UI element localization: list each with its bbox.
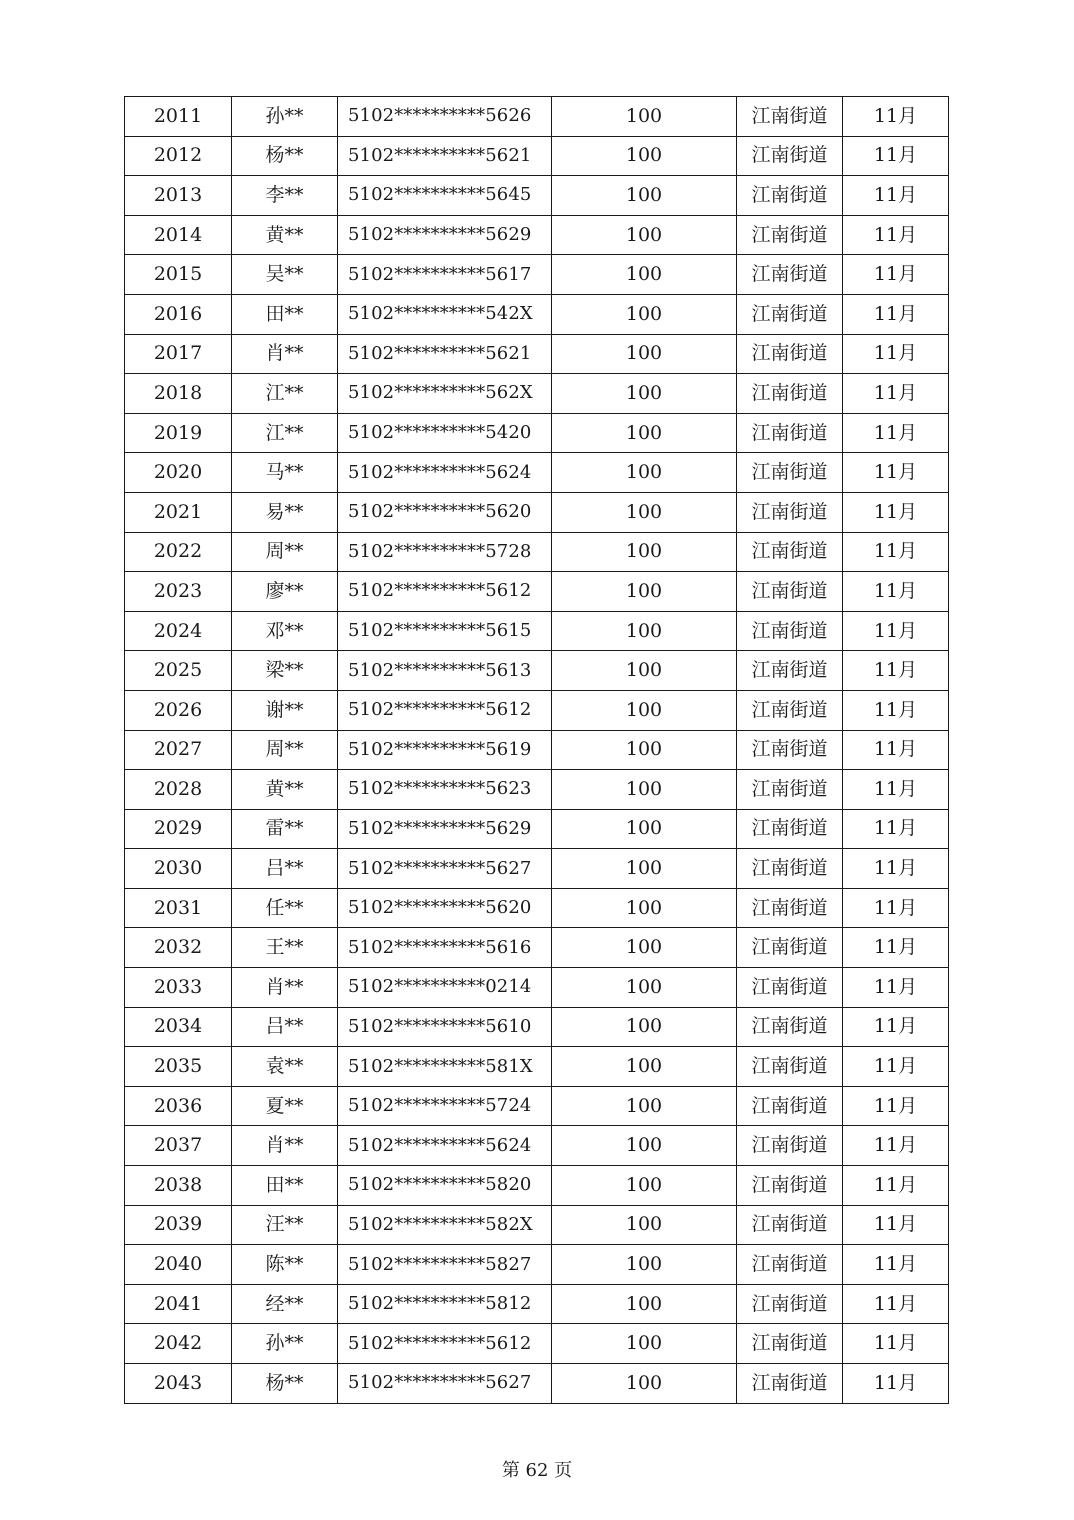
id-number-cell: 5102**********5420 bbox=[338, 413, 552, 453]
street-cell: 江南街道 bbox=[737, 532, 843, 572]
name-cell: 吴** bbox=[232, 255, 338, 295]
amount-cell: 100 bbox=[552, 1086, 737, 1126]
serial-cell: 2032 bbox=[125, 928, 232, 968]
serial-cell: 2011 bbox=[125, 97, 232, 137]
id-number-cell: 5102**********5620 bbox=[338, 492, 552, 532]
street-cell: 江南街道 bbox=[737, 215, 843, 255]
month-cell: 11月 bbox=[843, 1126, 949, 1166]
table-row bbox=[125, 1245, 949, 1285]
name-cell: 雷** bbox=[232, 809, 338, 849]
table-row bbox=[125, 1324, 949, 1364]
name-cell: 易** bbox=[232, 492, 338, 532]
amount-cell: 100 bbox=[552, 572, 737, 612]
amount-cell: 100 bbox=[552, 690, 737, 730]
table-row bbox=[125, 1364, 949, 1404]
street-cell: 江南街道 bbox=[737, 255, 843, 295]
street-cell: 江南街道 bbox=[737, 888, 843, 928]
street-cell: 江南街道 bbox=[737, 492, 843, 532]
id-number-cell: 5102**********5612 bbox=[338, 690, 552, 730]
month-cell: 11月 bbox=[843, 572, 949, 612]
id-number-cell: 5102**********5629 bbox=[338, 215, 552, 255]
table-row bbox=[125, 532, 949, 572]
street-cell: 江南街道 bbox=[737, 611, 843, 651]
month-cell: 11月 bbox=[843, 255, 949, 295]
table-row bbox=[125, 1086, 949, 1126]
serial-cell: 2036 bbox=[125, 1086, 232, 1126]
street-cell: 江南街道 bbox=[737, 968, 843, 1008]
month-cell: 11月 bbox=[843, 1047, 949, 1087]
amount-cell: 100 bbox=[552, 928, 737, 968]
month-cell: 11月 bbox=[843, 413, 949, 453]
name-cell: 肖** bbox=[232, 1126, 338, 1166]
month-cell: 11月 bbox=[843, 294, 949, 334]
amount-cell: 100 bbox=[552, 611, 737, 651]
id-number-cell: 5102**********582X bbox=[338, 1205, 552, 1245]
serial-cell: 2017 bbox=[125, 334, 232, 374]
amount-cell: 100 bbox=[552, 453, 737, 493]
serial-cell: 2035 bbox=[125, 1047, 232, 1087]
name-cell: 杨** bbox=[232, 136, 338, 176]
table-row bbox=[125, 770, 949, 810]
table-row bbox=[125, 1205, 949, 1245]
serial-cell: 2018 bbox=[125, 374, 232, 414]
id-number-cell: 5102**********5626 bbox=[338, 97, 552, 137]
id-number-cell: 5102**********5621 bbox=[338, 136, 552, 176]
name-cell: 王** bbox=[232, 928, 338, 968]
name-cell: 田** bbox=[232, 294, 338, 334]
street-cell: 江南街道 bbox=[737, 849, 843, 889]
serial-cell: 2041 bbox=[125, 1284, 232, 1324]
id-number-cell: 5102**********542X bbox=[338, 294, 552, 334]
amount-cell: 100 bbox=[552, 1324, 737, 1364]
serial-cell: 2022 bbox=[125, 532, 232, 572]
serial-cell: 2030 bbox=[125, 849, 232, 889]
table-row bbox=[125, 255, 949, 295]
street-cell: 江南街道 bbox=[737, 1284, 843, 1324]
street-cell: 江南街道 bbox=[737, 1364, 843, 1404]
name-cell: 李** bbox=[232, 176, 338, 216]
id-number-cell: 5102**********5724 bbox=[338, 1086, 552, 1126]
id-number-cell: 5102**********5827 bbox=[338, 1245, 552, 1285]
street-cell: 江南街道 bbox=[737, 413, 843, 453]
id-number-cell: 5102**********0214 bbox=[338, 968, 552, 1008]
amount-cell: 100 bbox=[552, 136, 737, 176]
amount-cell: 100 bbox=[552, 849, 737, 889]
table-row bbox=[125, 176, 949, 216]
amount-cell: 100 bbox=[552, 1205, 737, 1245]
street-cell: 江南街道 bbox=[737, 730, 843, 770]
table-row bbox=[125, 1166, 949, 1206]
table-row bbox=[125, 651, 949, 691]
table-row bbox=[125, 453, 949, 493]
name-cell: 陈** bbox=[232, 1245, 338, 1285]
amount-cell: 100 bbox=[552, 968, 737, 1008]
month-cell: 11月 bbox=[843, 968, 949, 1008]
amount-cell: 100 bbox=[552, 413, 737, 453]
id-number-cell: 5102**********5619 bbox=[338, 730, 552, 770]
amount-cell: 100 bbox=[552, 1166, 737, 1206]
serial-cell: 2023 bbox=[125, 572, 232, 612]
serial-cell: 2037 bbox=[125, 1126, 232, 1166]
table-row bbox=[125, 97, 949, 137]
name-cell: 孙** bbox=[232, 1324, 338, 1364]
name-cell: 马** bbox=[232, 453, 338, 493]
amount-cell: 100 bbox=[552, 1245, 737, 1285]
id-number-cell: 5102**********5624 bbox=[338, 453, 552, 493]
amount-cell: 100 bbox=[552, 215, 737, 255]
name-cell: 江** bbox=[232, 413, 338, 453]
month-cell: 11月 bbox=[843, 1086, 949, 1126]
id-number-cell: 5102**********5627 bbox=[338, 849, 552, 889]
id-number-cell: 5102**********5627 bbox=[338, 1364, 552, 1404]
serial-cell: 2024 bbox=[125, 611, 232, 651]
serial-cell: 2013 bbox=[125, 176, 232, 216]
amount-cell: 100 bbox=[552, 651, 737, 691]
month-cell: 11月 bbox=[843, 492, 949, 532]
month-cell: 11月 bbox=[843, 334, 949, 374]
serial-cell: 2042 bbox=[125, 1324, 232, 1364]
month-cell: 11月 bbox=[843, 651, 949, 691]
id-number-cell: 5102**********5615 bbox=[338, 611, 552, 651]
table-row bbox=[125, 1007, 949, 1047]
street-cell: 江南街道 bbox=[737, 1245, 843, 1285]
table-row bbox=[125, 888, 949, 928]
name-cell: 周** bbox=[232, 532, 338, 572]
month-cell: 11月 bbox=[843, 888, 949, 928]
name-cell: 孙** bbox=[232, 97, 338, 137]
table-row bbox=[125, 809, 949, 849]
serial-cell: 2033 bbox=[125, 968, 232, 1008]
amount-cell: 100 bbox=[552, 532, 737, 572]
id-number-cell: 5102**********5623 bbox=[338, 770, 552, 810]
id-number-cell: 5102**********5621 bbox=[338, 334, 552, 374]
month-cell: 11月 bbox=[843, 1364, 949, 1404]
amount-cell: 100 bbox=[552, 1007, 737, 1047]
amount-cell: 100 bbox=[552, 1364, 737, 1404]
street-cell: 江南街道 bbox=[737, 374, 843, 414]
amount-cell: 100 bbox=[552, 809, 737, 849]
month-cell: 11月 bbox=[843, 532, 949, 572]
street-cell: 江南街道 bbox=[737, 928, 843, 968]
month-cell: 11月 bbox=[843, 730, 949, 770]
table-row bbox=[125, 730, 949, 770]
amount-cell: 100 bbox=[552, 334, 737, 374]
serial-cell: 2025 bbox=[125, 651, 232, 691]
amount-cell: 100 bbox=[552, 97, 737, 137]
table-row bbox=[125, 928, 949, 968]
id-number-cell: 5102**********5613 bbox=[338, 651, 552, 691]
street-cell: 江南街道 bbox=[737, 1126, 843, 1166]
month-cell: 11月 bbox=[843, 1166, 949, 1206]
amount-cell: 100 bbox=[552, 730, 737, 770]
street-cell: 江南街道 bbox=[737, 294, 843, 334]
serial-cell: 2014 bbox=[125, 215, 232, 255]
serial-cell: 2020 bbox=[125, 453, 232, 493]
street-cell: 江南街道 bbox=[737, 770, 843, 810]
month-cell: 11月 bbox=[843, 809, 949, 849]
street-cell: 江南街道 bbox=[737, 651, 843, 691]
table-body bbox=[125, 97, 949, 1404]
month-cell: 11月 bbox=[843, 1245, 949, 1285]
street-cell: 江南街道 bbox=[737, 453, 843, 493]
id-number-cell: 5102**********5624 bbox=[338, 1126, 552, 1166]
street-cell: 江南街道 bbox=[737, 690, 843, 730]
page-number: 第 62 页 bbox=[501, 1460, 573, 1481]
month-cell: 11月 bbox=[843, 453, 949, 493]
amount-cell: 100 bbox=[552, 1126, 737, 1166]
street-cell: 江南街道 bbox=[737, 1205, 843, 1245]
name-cell: 廖** bbox=[232, 572, 338, 612]
amount-cell: 100 bbox=[552, 294, 737, 334]
serial-cell: 2029 bbox=[125, 809, 232, 849]
month-cell: 11月 bbox=[843, 611, 949, 651]
id-number-cell: 5102**********5728 bbox=[338, 532, 552, 572]
street-cell: 江南街道 bbox=[737, 1047, 843, 1087]
month-cell: 11月 bbox=[843, 1205, 949, 1245]
month-cell: 11月 bbox=[843, 690, 949, 730]
street-cell: 江南街道 bbox=[737, 572, 843, 612]
street-cell: 江南街道 bbox=[737, 97, 843, 137]
serial-cell: 2026 bbox=[125, 690, 232, 730]
serial-cell: 2043 bbox=[125, 1364, 232, 1404]
id-number-cell: 5102**********5629 bbox=[338, 809, 552, 849]
table-row bbox=[125, 413, 949, 453]
serial-cell: 2031 bbox=[125, 888, 232, 928]
name-cell: 汪** bbox=[232, 1205, 338, 1245]
table-row bbox=[125, 294, 949, 334]
serial-cell: 2012 bbox=[125, 136, 232, 176]
id-number-cell: 5102**********562X bbox=[338, 374, 552, 414]
name-cell: 吕** bbox=[232, 849, 338, 889]
id-number-cell: 5102**********5645 bbox=[338, 176, 552, 216]
id-number-cell: 5102**********5620 bbox=[338, 888, 552, 928]
month-cell: 11月 bbox=[843, 136, 949, 176]
amount-cell: 100 bbox=[552, 255, 737, 295]
month-cell: 11月 bbox=[843, 97, 949, 137]
name-cell: 任** bbox=[232, 888, 338, 928]
serial-cell: 2038 bbox=[125, 1166, 232, 1206]
name-cell: 梁** bbox=[232, 651, 338, 691]
table-row bbox=[125, 1126, 949, 1166]
amount-cell: 100 bbox=[552, 176, 737, 216]
name-cell: 邓** bbox=[232, 611, 338, 651]
month-cell: 11月 bbox=[843, 770, 949, 810]
table-row bbox=[125, 849, 949, 889]
name-cell: 吕** bbox=[232, 1007, 338, 1047]
name-cell: 肖** bbox=[232, 334, 338, 374]
name-cell: 黄** bbox=[232, 770, 338, 810]
name-cell: 肖** bbox=[232, 968, 338, 1008]
id-number-cell: 5102**********5612 bbox=[338, 1324, 552, 1364]
id-number-cell: 5102**********5812 bbox=[338, 1284, 552, 1324]
amount-cell: 100 bbox=[552, 770, 737, 810]
name-cell: 袁** bbox=[232, 1047, 338, 1087]
id-number-cell: 5102**********581X bbox=[338, 1047, 552, 1087]
serial-cell: 2016 bbox=[125, 294, 232, 334]
month-cell: 11月 bbox=[843, 849, 949, 889]
serial-cell: 2034 bbox=[125, 1007, 232, 1047]
table-row bbox=[125, 334, 949, 374]
amount-cell: 100 bbox=[552, 492, 737, 532]
serial-cell: 2021 bbox=[125, 492, 232, 532]
street-cell: 江南街道 bbox=[737, 1166, 843, 1206]
month-cell: 11月 bbox=[843, 176, 949, 216]
id-number-cell: 5102**********5616 bbox=[338, 928, 552, 968]
street-cell: 江南街道 bbox=[737, 1007, 843, 1047]
table-row bbox=[125, 1284, 949, 1324]
name-cell: 经** bbox=[232, 1284, 338, 1324]
street-cell: 江南街道 bbox=[737, 136, 843, 176]
table-row bbox=[125, 611, 949, 651]
table-row bbox=[125, 690, 949, 730]
month-cell: 11月 bbox=[843, 374, 949, 414]
street-cell: 江南街道 bbox=[737, 334, 843, 374]
serial-cell: 2039 bbox=[125, 1205, 232, 1245]
street-cell: 江南街道 bbox=[737, 1086, 843, 1126]
month-cell: 11月 bbox=[843, 1007, 949, 1047]
name-cell: 周** bbox=[232, 730, 338, 770]
table-row bbox=[125, 136, 949, 176]
id-number-cell: 5102**********5612 bbox=[338, 572, 552, 612]
serial-cell: 2027 bbox=[125, 730, 232, 770]
table-row bbox=[125, 215, 949, 255]
amount-cell: 100 bbox=[552, 374, 737, 414]
street-cell: 江南街道 bbox=[737, 809, 843, 849]
month-cell: 11月 bbox=[843, 1284, 949, 1324]
street-cell: 江南街道 bbox=[737, 1324, 843, 1364]
name-cell: 黄** bbox=[232, 215, 338, 255]
serial-cell: 2019 bbox=[125, 413, 232, 453]
amount-cell: 100 bbox=[552, 1047, 737, 1087]
id-number-cell: 5102**********5610 bbox=[338, 1007, 552, 1047]
name-cell: 谢** bbox=[232, 690, 338, 730]
id-number-cell: 5102**********5820 bbox=[338, 1166, 552, 1206]
table-row bbox=[125, 968, 949, 1008]
table-row bbox=[125, 374, 949, 414]
serial-cell: 2040 bbox=[125, 1245, 232, 1285]
table-row bbox=[125, 1047, 949, 1087]
month-cell: 11月 bbox=[843, 215, 949, 255]
id-number-cell: 5102**********5617 bbox=[338, 255, 552, 295]
table-row bbox=[125, 492, 949, 532]
name-cell: 杨** bbox=[232, 1364, 338, 1404]
street-cell: 江南街道 bbox=[737, 176, 843, 216]
amount-cell: 100 bbox=[552, 888, 737, 928]
name-cell: 江** bbox=[232, 374, 338, 414]
month-cell: 11月 bbox=[843, 928, 949, 968]
record-table bbox=[124, 96, 949, 1404]
table-row bbox=[125, 572, 949, 612]
serial-cell: 2028 bbox=[125, 770, 232, 810]
amount-cell: 100 bbox=[552, 1284, 737, 1324]
month-cell: 11月 bbox=[843, 1324, 949, 1364]
name-cell: 夏** bbox=[232, 1086, 338, 1126]
name-cell: 田** bbox=[232, 1166, 338, 1206]
serial-cell: 2015 bbox=[125, 255, 232, 295]
